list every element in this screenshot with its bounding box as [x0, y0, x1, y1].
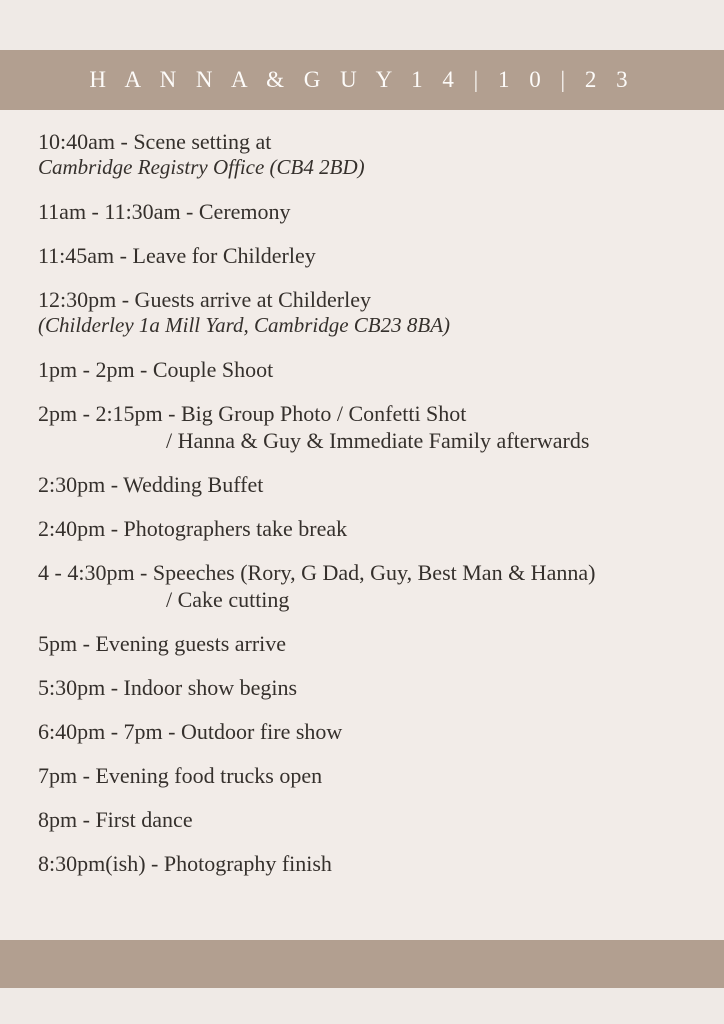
schedule-entry: [38, 762, 684, 789]
schedule-entry-line: 2pm - 2:15pm - Big Group Photo / Confetti Shot: [38, 400, 467, 426]
schedule-entry-line: (Childerley 1a Mill Yard, Cambridge CB23 8BA): [38, 313, 451, 338]
schedule-entry: [38, 128, 684, 181]
schedule-entry: [38, 471, 684, 498]
header-band: [0, 50, 724, 110]
schedule-entry-line: / Hanna & Guy & Immediate Family afterwards: [166, 427, 590, 453]
schedule-entry: [38, 242, 684, 269]
schedule-entry: [38, 356, 684, 383]
schedule-entry: [38, 400, 684, 454]
schedule-entry: [38, 806, 684, 833]
schedule-entry-line: Cambridge Registry Office (CB4 2BD): [38, 155, 365, 180]
schedule-entry-line: 2:40pm - Photographers take break: [38, 516, 348, 542]
schedule-entry-line: 6:40pm - 7pm - Outdoor fire show: [38, 719, 343, 745]
footer-band: [0, 940, 724, 988]
page-title: H A N N A & G U Y 1 4 | 1 0 | 2 3: [89, 67, 635, 92]
schedule-entry-line: 12:30pm - Guests arrive at Childerley: [38, 286, 371, 312]
schedule-entry: [38, 850, 684, 877]
schedule-entry-line: 2:30pm - Wedding Buffet: [38, 471, 264, 497]
schedule-entry-line: 1pm - 2pm - Couple Shoot: [38, 356, 274, 382]
schedule-entry-line: 5pm - Evening guests arrive: [38, 631, 287, 657]
schedule-entry: [38, 718, 684, 745]
schedule-entry: [38, 198, 684, 225]
schedule-entry: [38, 630, 684, 657]
schedule-entry-line: / Cake cutting: [166, 587, 290, 613]
schedule-entry-line: 5:30pm - Indoor show begins: [38, 675, 298, 701]
schedule-entry-line: 8:30pm(ish) - Photography finish: [38, 851, 332, 877]
schedule-list: [0, 110, 724, 940]
bottom-margin-strip: [0, 988, 724, 1024]
schedule-entry-line: 11:45am - Leave for Childerley: [38, 242, 316, 268]
schedule-entry-line: 7pm - Evening food trucks open: [38, 763, 323, 789]
schedule-entry-line: 8pm - First dance: [38, 807, 193, 833]
top-margin-strip: [0, 0, 724, 50]
schedule-entry: [38, 515, 684, 542]
schedule-entry: [38, 559, 684, 613]
schedule-entry-line: 10:40am - Scene setting at: [38, 129, 272, 154]
schedule-entry: [38, 674, 684, 701]
schedule-entry: [38, 286, 684, 339]
schedule-entry-line: 11am - 11:30am - Ceremony: [38, 198, 291, 224]
schedule-entry-line: 4 - 4:30pm - Speeches (Rory, G Dad, Guy, Best Man & Hanna): [38, 560, 596, 586]
